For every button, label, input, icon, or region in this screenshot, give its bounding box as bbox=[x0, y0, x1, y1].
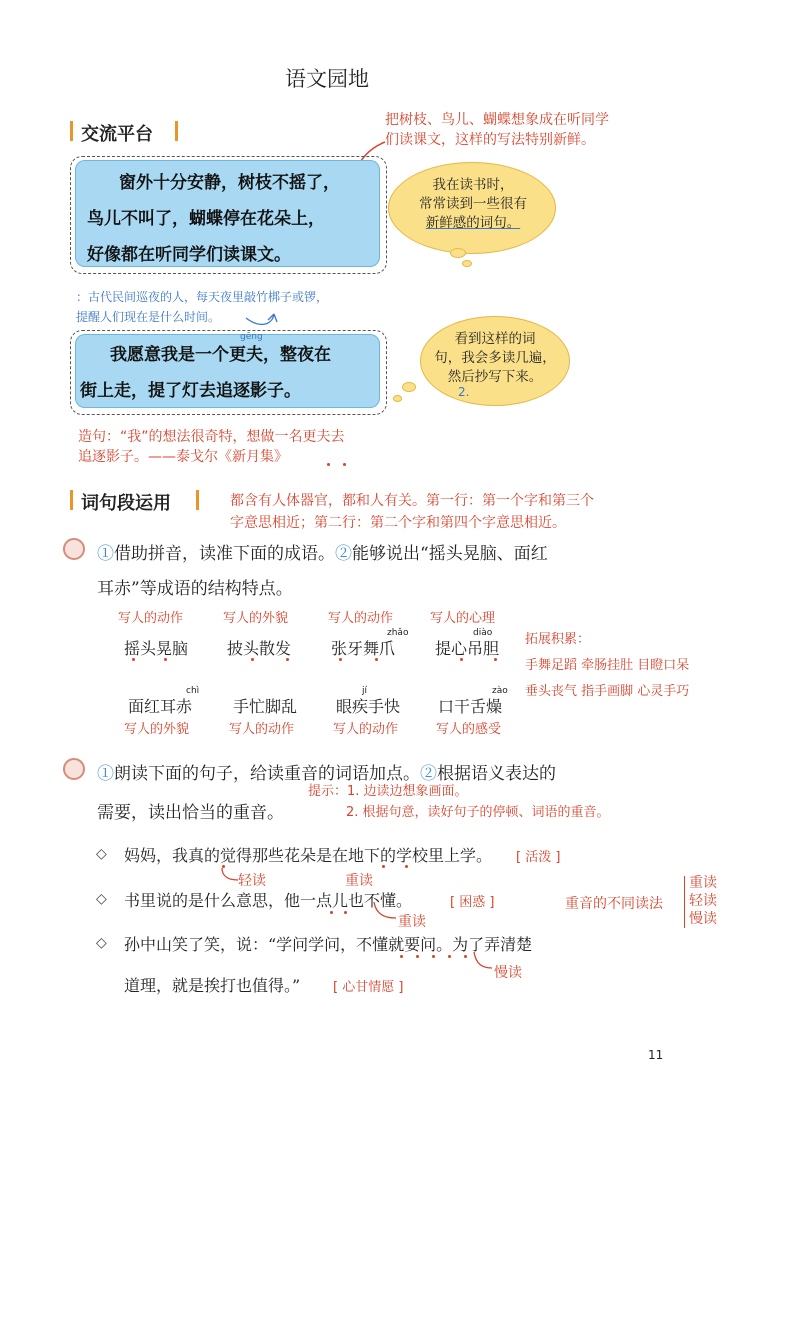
question-1-line-2: 耳赤”等成语的结构特点。 bbox=[97, 579, 293, 599]
section-heading-usage: 词句段运用 bbox=[81, 493, 171, 514]
stress-arrow bbox=[370, 900, 400, 925]
idiom-label: 写人的心理 bbox=[430, 611, 496, 626]
handwritten-tip: 提示：1. 边读边想象画面。 2. 根据句意，读好句子的停顿、词语的重音。 bbox=[308, 784, 610, 820]
section-heading-exchange: 交流平台 bbox=[81, 124, 153, 145]
handwritten-note-sentence: 造句：“我”的想法很奇特，想做一名更夫去 追逐影子。——泰戈尔《新月集》 bbox=[78, 429, 345, 465]
sentence-3-line-1: 孙中山笑了笑，说：“学问学问，不懂就要问。为了弄清楚 bbox=[124, 935, 533, 954]
sentence-2-tag: [ 困惑 ] bbox=[450, 895, 495, 910]
pinyin: diào bbox=[473, 628, 493, 638]
section-bar-right bbox=[175, 121, 178, 141]
idiom: 提心吊胆 bbox=[435, 639, 500, 658]
sentence-3-note: 慢读 bbox=[494, 965, 522, 981]
diamond-bullet: ◇ bbox=[96, 891, 107, 907]
emphasis-dot bbox=[448, 955, 451, 958]
emphasis-dot bbox=[432, 955, 435, 958]
idiom: 披头散发 bbox=[227, 639, 292, 658]
light-arrow bbox=[218, 866, 248, 886]
emphasis-dot bbox=[405, 865, 408, 868]
idiom: 口干舌燥 bbox=[438, 697, 503, 716]
question-1-line-1: ①借助拼音，读准下面的成语。②能够说出“摇头晃脑、面红 bbox=[97, 544, 548, 564]
sentence-1: 妈妈，我真的觉得那些花朵是在地下的学校里上学。 bbox=[124, 846, 493, 865]
cloud-bubble bbox=[393, 395, 402, 402]
emphasis-dot bbox=[375, 658, 378, 661]
idiom: 手忙脚乱 bbox=[233, 697, 298, 716]
pinyin: zào bbox=[492, 686, 508, 696]
pinyin: chì bbox=[186, 686, 200, 696]
sentence-2: 书里说的是什么意思，他一点儿也不懂。 bbox=[124, 891, 413, 910]
emphasis-dot bbox=[344, 911, 347, 914]
handwritten-note-gengfu: ：古代民间巡夜的人，每天夜里敲竹梆子或锣， 提醒人们现在是什么时间。 bbox=[76, 290, 329, 324]
idiom-label: 写人的动作 bbox=[118, 611, 184, 626]
sentence-1-note-stress: 重读 bbox=[345, 873, 373, 889]
expand-title: 拓展积累： bbox=[525, 632, 591, 647]
idiom-label: 写人的外貌 bbox=[223, 611, 289, 626]
emphasis-dot bbox=[330, 911, 333, 914]
question-2-line-2: 需要，读出恰当的重音。 bbox=[97, 803, 284, 823]
thought-cloud-2-text: 看到这样的词 句，我会多读几遍， 然后抄写下来。 bbox=[434, 331, 556, 385]
diamond-bullet: ◇ bbox=[96, 935, 107, 951]
idiom: 眼疾手快 bbox=[336, 697, 401, 716]
emphasis-dot bbox=[416, 955, 419, 958]
expand-list: 手舞足蹈 牵肠挂肚 目瞪口呆 垂头丧气 指手画脚 心灵手巧 bbox=[525, 658, 690, 699]
pinyin-geng: gēng bbox=[240, 332, 263, 342]
section-bar-left bbox=[70, 490, 73, 510]
page-number: 11 bbox=[648, 1048, 664, 1062]
cloud-2-mark: 2. bbox=[458, 385, 470, 399]
page-title: 语文园地 bbox=[285, 67, 369, 91]
diamond-bullet: ◇ bbox=[96, 846, 107, 862]
handwritten-note-personification: 把树枝、鸟儿、蝴蝶想象成在听同学 们读课文，这样的写法特别新鲜。 bbox=[385, 112, 609, 148]
exercise-icon bbox=[63, 758, 85, 780]
idiom-label: 写人的动作 bbox=[229, 722, 295, 737]
side-bracket bbox=[684, 876, 685, 928]
question-2-line-1: ①朗读下面的句子，给读重音的词语加点。②根据语义表达的 bbox=[97, 764, 556, 784]
idiom-label: 写人的外貌 bbox=[124, 722, 190, 737]
idiom: 张牙舞爪 bbox=[331, 639, 396, 658]
emphasis-dot bbox=[382, 865, 385, 868]
idiom: 面红耳赤 bbox=[128, 697, 193, 716]
handwritten-note-structure: 都含有人体器官，都和人有关。第一行：第一个字和第三个 字意思相近；第二行：第二个字和第四个字意思相近。 bbox=[230, 493, 594, 531]
side-list: 重读 轻读 慢读 bbox=[689, 875, 717, 927]
pinyin: jí bbox=[362, 686, 368, 696]
sentence-1-note-light: 轻读 bbox=[238, 873, 266, 889]
sentence-3-line-2: 道理，就是挨打也值得。” bbox=[124, 976, 301, 995]
emphasis-dot bbox=[400, 955, 403, 958]
sentence-1-tag: [ 活泼 ] bbox=[516, 850, 561, 865]
cloud-bubble bbox=[462, 260, 472, 267]
cloud-bubble bbox=[450, 248, 466, 258]
exercise-icon bbox=[63, 538, 85, 560]
emphasis-dot bbox=[286, 658, 289, 661]
emphasis-dot bbox=[343, 463, 346, 466]
emphasis-dot bbox=[460, 658, 463, 661]
idiom-label: 写人的动作 bbox=[328, 611, 394, 626]
cloud-bubble bbox=[402, 382, 416, 392]
section-bar-left bbox=[70, 121, 73, 141]
emphasis-dot bbox=[339, 658, 342, 661]
quote-box-1-text: 窗外十分安静，树枝不摇了， 鸟儿不叫了，蝴蝶停在花朵上， 好像都在听同学们读课文。 bbox=[87, 173, 340, 265]
side-note: 重音的不同读法 bbox=[565, 896, 663, 912]
emphasis-dot bbox=[327, 463, 330, 466]
idiom-label: 写人的感受 bbox=[436, 722, 502, 737]
emphasis-dot bbox=[164, 658, 167, 661]
quote-box-2-text: 我愿意我是一个更夫，整夜在 街上走，提了灯去追逐影子。 bbox=[80, 345, 331, 401]
idiom: 摇头晃脑 bbox=[124, 639, 189, 658]
thought-cloud-1-text: 我在读书时， 常常读到一些很有 新鲜感的词句。 bbox=[419, 177, 527, 231]
section-bar-right bbox=[196, 490, 199, 510]
emphasis-dot bbox=[464, 955, 467, 958]
pinyin: zhǎo bbox=[387, 628, 409, 638]
sentence-3-tag: [ 心甘情愿 ] bbox=[333, 980, 404, 995]
emphasis-dot bbox=[494, 658, 497, 661]
idiom-label: 写人的动作 bbox=[333, 722, 399, 737]
sentence-2-note: 重读 bbox=[398, 914, 426, 930]
emphasis-dot bbox=[251, 658, 254, 661]
emphasis-dot bbox=[132, 658, 135, 661]
